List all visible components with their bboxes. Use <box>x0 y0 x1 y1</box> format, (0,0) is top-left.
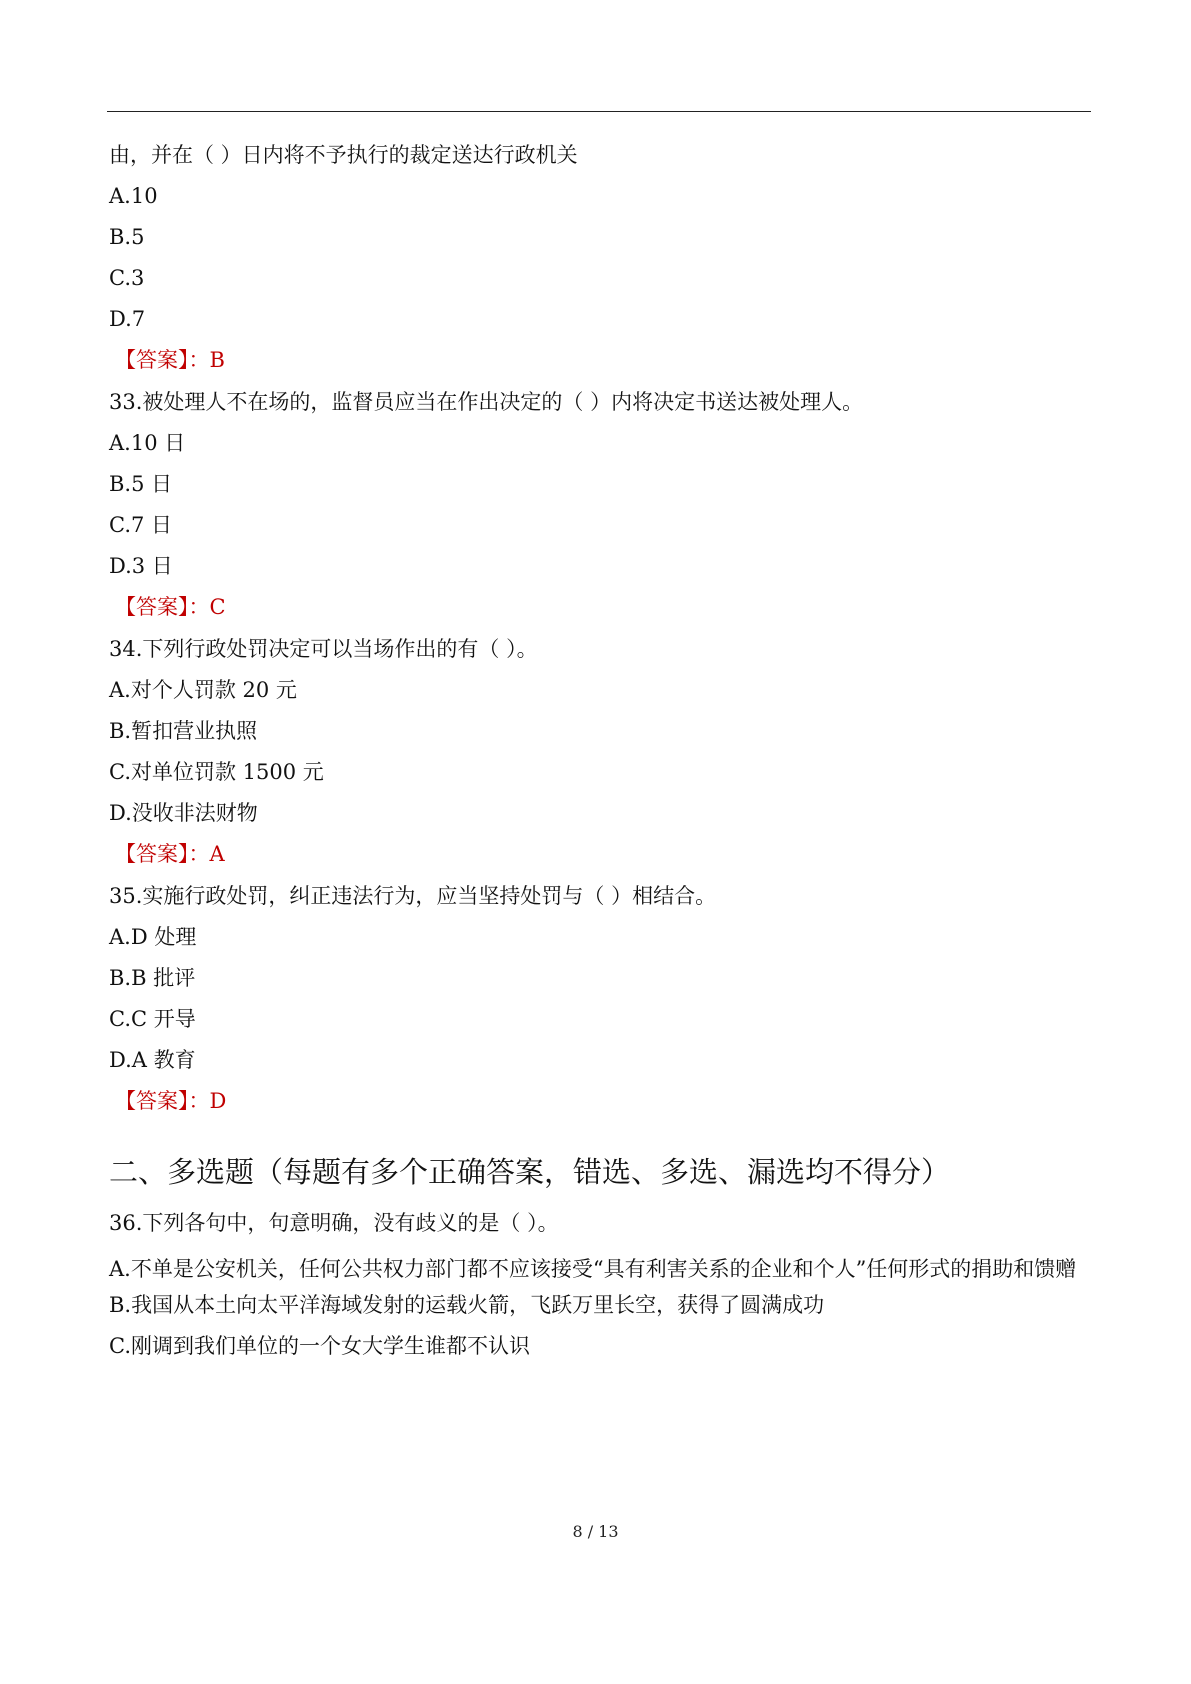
option-a: A.对个人罚款 20 元 <box>109 678 297 702</box>
option-b: B.暂扣营业执照 <box>109 719 258 743</box>
answer-label: 【答案】：A <box>115 842 225 866</box>
option-b: B.5 日 <box>109 472 173 496</box>
option-b: B.5 <box>109 225 145 249</box>
option-c: C.对单位罚款 1500 元 <box>109 760 324 784</box>
option-d: D.没收非法财物 <box>109 801 258 825</box>
option-c: C.3 <box>109 266 145 290</box>
question-33: 33.被处理人不在场的，监督员应当在作出决定的（ ）内将决定书送达被处理人。 <box>109 390 864 414</box>
option-d: D.3 日 <box>109 554 173 578</box>
header-rule <box>107 111 1091 112</box>
question-35: 35.实施行政处罚，纠正违法行为，应当坚持处罚与（ ）相结合。 <box>109 884 717 908</box>
option-d: D.7 <box>109 307 146 331</box>
option-d: D.A 教育 <box>109 1048 196 1072</box>
option-b: B.我国从本土向太平洋海域发射的运载火箭，飞跃万里长空，获得了圆满成功 <box>109 1293 825 1317</box>
option-a: A.10 日 <box>109 431 186 455</box>
document-body <box>109 140 1099 1372</box>
answer-label: 【答案】：D <box>115 1089 227 1113</box>
section-title: 二、多选题（每题有多个正确答案，错选、多选、漏选均不得分） <box>109 1155 951 1189</box>
option-a: A.D 处理 <box>109 925 197 949</box>
answer-label: 【答案】：B <box>115 348 225 372</box>
page-number: 8 / 13 <box>572 1522 619 1541</box>
option-b: B.B 批评 <box>109 966 196 990</box>
option-c: C.C 开导 <box>109 1007 196 1031</box>
option-c: C.7 日 <box>109 513 173 537</box>
answer-label: 【答案】：C <box>115 595 226 619</box>
question-34: 34.下列行政处罚决定可以当场作出的有（ ）。 <box>109 637 538 661</box>
option-c: C.刚调到我们单位的一个女大学生谁都不认识 <box>109 1334 530 1358</box>
question-36: 36.下列各句中，句意明确，没有歧义的是（ ）。 <box>109 1211 559 1235</box>
option-a: A.不单是公安机关，任何公共权力部门都不应该接受“具有利害关系的企业和个人”任何形式的捐助和馈赠 <box>109 1257 1077 1281</box>
option-a: A.10 <box>109 184 158 208</box>
question-continuation: 由，并在（ ）日内将不予执行的裁定送达行政机关 <box>109 143 578 167</box>
